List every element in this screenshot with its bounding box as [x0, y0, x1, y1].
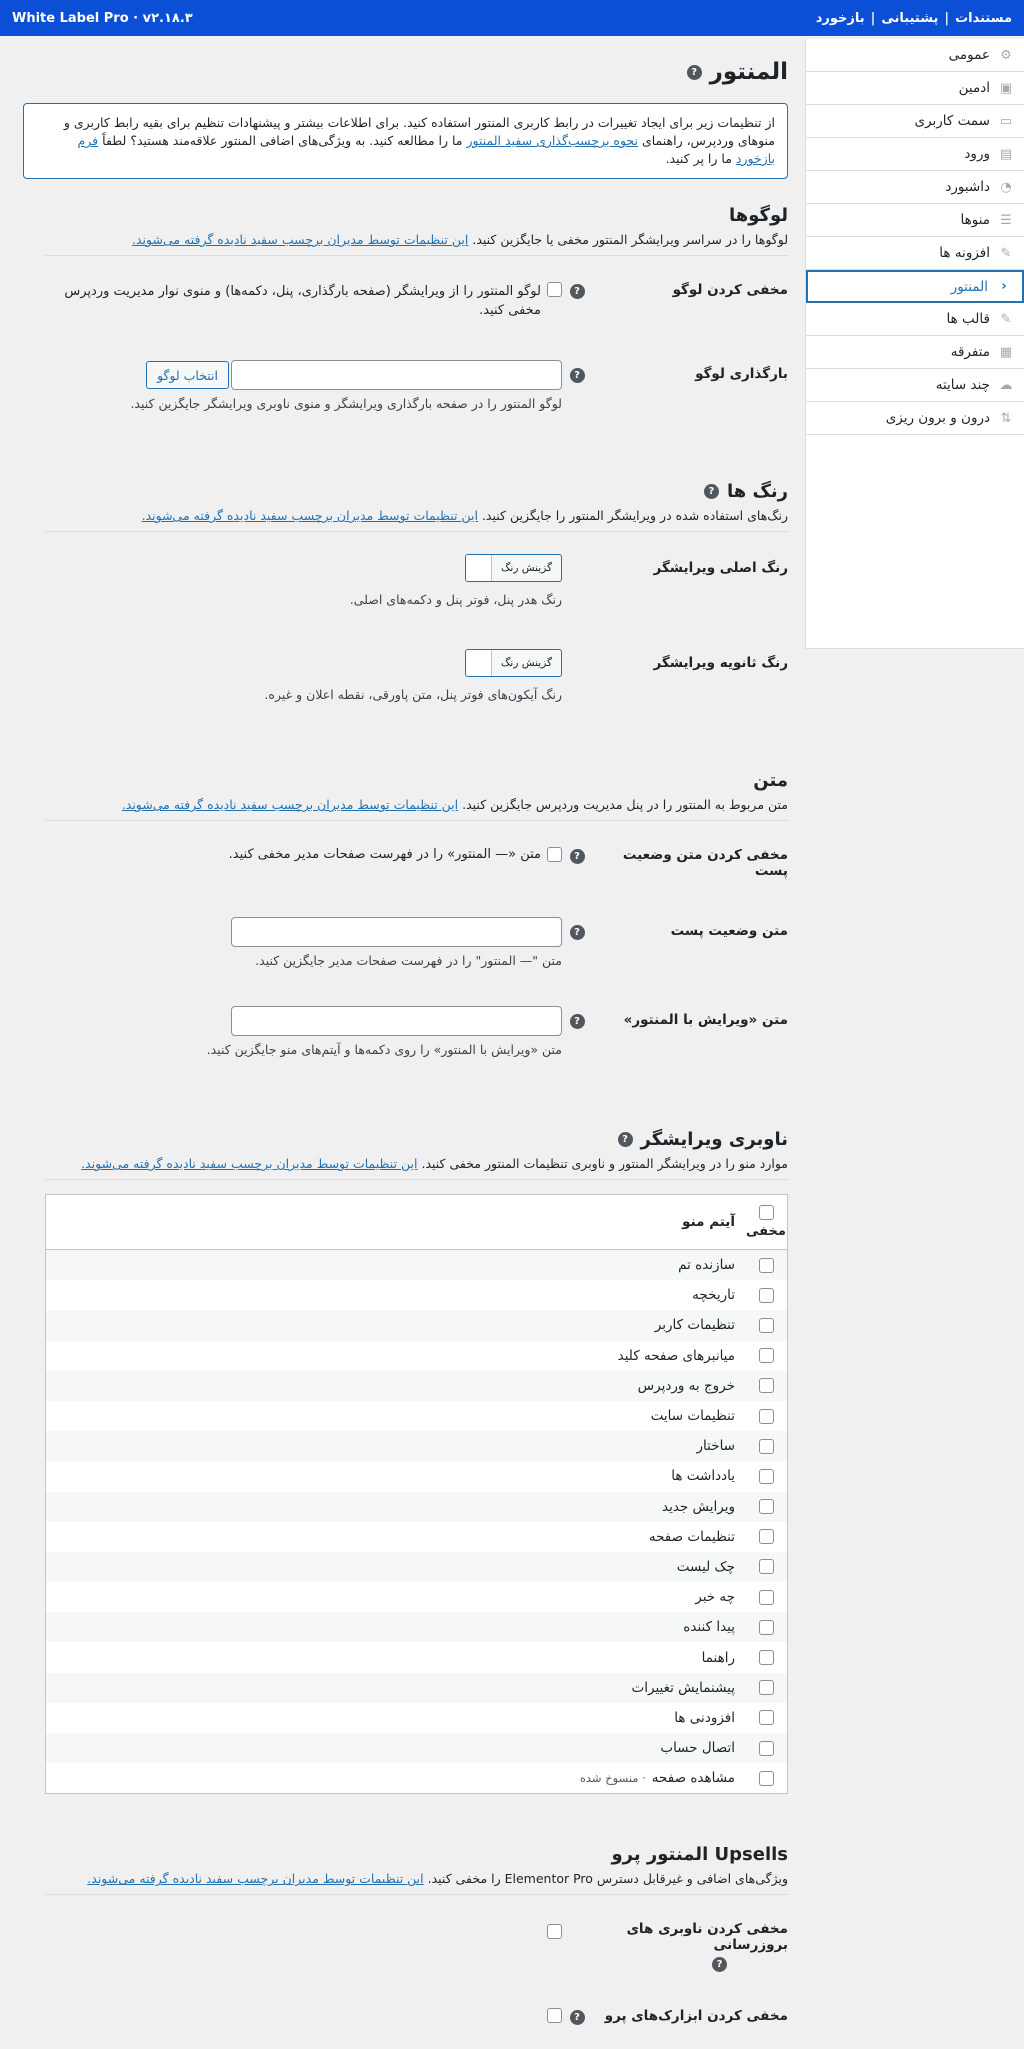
primary-color-label: رنگ اصلی ویرایشگر — [653, 560, 788, 576]
secondary-color-label: رنگ ثانویه ویرایشگر — [653, 655, 788, 671]
primary-color-row — [45, 554, 788, 607]
main-content — [23, 39, 788, 2027]
hide-upgrade-nav-checkbox[interactable] — [547, 1924, 562, 1939]
table-row — [46, 1280, 787, 1310]
section-title — [45, 481, 788, 502]
section-title — [45, 205, 788, 226]
section-desc — [45, 508, 788, 532]
upsells-title: Upsells المنتور پرو — [611, 1844, 788, 1866]
section-desc — [45, 797, 788, 821]
hide-status-checkbox[interactable] — [547, 847, 562, 862]
pick-color-label: گزینش رنگ — [491, 650, 561, 676]
edit-text-desc: متن «ویرایش با المنتور» را روی دکمه‌ها و آیتم‌های منو جایگزین کنید. — [206, 1042, 562, 1057]
hide-item-checkbox[interactable] — [759, 1348, 774, 1363]
table-row — [46, 1401, 787, 1431]
hide-item-checkbox[interactable] — [759, 1680, 774, 1695]
sidebar-item[interactable] — [806, 303, 1024, 336]
secondary-color-picker[interactable] — [465, 649, 562, 677]
table-row — [46, 1310, 787, 1340]
table-row — [46, 1612, 787, 1642]
table-body — [46, 1250, 787, 1793]
secondary-color-row — [45, 649, 788, 702]
hide-item-checkbox[interactable] — [759, 1771, 774, 1786]
hide-upgrade-nav-label: مخفی کردن ناوبری های بروزرسانی — [626, 1921, 788, 1954]
upsells-desc: ویژگی‌های اضافی و غیرقابل دسترس Elementor Pro را مخفی کنید. — [427, 1871, 788, 1887]
deprecated-note: · منسوخ شده — [579, 1771, 646, 1786]
sidebar-item-label: داشبورد — [945, 179, 990, 195]
help-icon[interactable]: ? — [570, 1014, 585, 1029]
hide-item-checkbox[interactable] — [759, 1741, 774, 1756]
sidebar-item-label: قالب ها — [946, 311, 990, 327]
hide-item-checkbox[interactable] — [759, 1590, 774, 1605]
hide-item-checkbox[interactable] — [759, 1378, 774, 1393]
table-row — [46, 1703, 787, 1733]
menu-icon: ☰ — [1000, 212, 1012, 228]
choose-logo-button[interactable]: انتخاب لوگو — [146, 361, 229, 389]
hide-status-text: متن «— المنتور» را در فهرست صفحات مدیر مخفی کنید. — [228, 847, 541, 862]
sidebar-item[interactable] — [806, 237, 1024, 270]
feedback-form-link[interactable]: فرم بازخورد — [77, 133, 775, 166]
sidebar-item[interactable] — [806, 171, 1024, 204]
sidebar-item[interactable] — [806, 402, 1024, 435]
status-text-row — [45, 917, 788, 968]
section-desc — [45, 232, 788, 256]
help-icon[interactable]: ? — [570, 2010, 585, 2025]
hide-item-checkbox[interactable] — [759, 1469, 774, 1484]
chevron-left-icon: ‹ — [1001, 279, 1007, 294]
login-icon: ▤ — [999, 146, 1013, 162]
hide-status-label: مخفی کردن متن وضعیت پست — [622, 847, 788, 879]
menu-item-label: چک لیست — [676, 1558, 735, 1575]
colors-desc: رنگ‌های استفاده شده در ویرایشگر المنتور را جایگزین کنید. — [481, 508, 788, 523]
table-row — [46, 1673, 787, 1703]
menu-item-label: ویرایش جدید — [661, 1498, 735, 1515]
hide-pro-widgets-checkbox[interactable] — [547, 2008, 562, 2023]
hide-item-checkbox[interactable] — [759, 1620, 774, 1635]
sidebar-item-label: متفرقه — [950, 344, 990, 360]
select-all-checkbox[interactable] — [759, 1205, 774, 1220]
logos-desc: لوگوها را در سراسر ویرایشگر المنتور مخفی یا جایگزین کنید. — [472, 232, 788, 247]
multisite-icon: ☁ — [999, 377, 1013, 393]
misc-icon: ▦ — [999, 344, 1013, 360]
edit-text-row — [45, 1006, 788, 1057]
hide-item-checkbox[interactable] — [759, 1559, 774, 1574]
table-row — [46, 1642, 787, 1672]
nav-title: ناوبری ویرایشگر — [640, 1129, 788, 1150]
sidebar-item[interactable] — [806, 39, 1024, 72]
table-row — [46, 1522, 787, 1552]
menu-item-label: ساختار — [696, 1438, 735, 1455]
help-icon[interactable]: ? — [704, 484, 719, 499]
nav-desc: موارد منو را در ویرایشگر المنتور و ناوبری تنظیمات المنتور مخفی کنید. — [421, 1156, 788, 1171]
menu-item-label: مشاهده صفحه — [651, 1770, 735, 1787]
secondary-color-desc: رنگ آیکون‌های فوتر پنل، متن پاورقی، نقطه اعلان و غیره. — [264, 687, 562, 702]
hide-item-checkbox[interactable] — [759, 1710, 774, 1725]
hide-status-row — [45, 847, 788, 879]
sidebar-item[interactable] — [806, 336, 1024, 369]
menu-item-label: پیدا کننده — [683, 1619, 735, 1636]
hide-pro-widgets-label: مخفی کردن ابزارک‌های پرو — [604, 2008, 788, 2025]
menu-item-label: پیشنمایش تغییرات — [631, 1679, 735, 1696]
help-icon[interactable]: ? — [687, 65, 702, 80]
upload-logo-desc: لوگو المنتور را در صفحه بارگذاری ویرایشگر و منوی ناوبری ویرایشگر جایگزین کنید. — [130, 396, 562, 411]
sidebar-item[interactable] — [806, 369, 1024, 402]
logo-url-input[interactable] — [231, 360, 562, 390]
section-desc — [45, 1156, 788, 1180]
help-icon[interactable]: ? — [618, 1132, 633, 1147]
hide-upgrade-nav-row — [45, 1921, 788, 1972]
page-heading — [23, 59, 788, 85]
logos-title: لوگوها — [728, 205, 788, 226]
menu-item-column-header: آیتم منو — [682, 1214, 735, 1230]
hide-logo-label: مخفی کردن لوگو — [672, 282, 788, 298]
primary-color-picker[interactable] — [465, 554, 562, 582]
table-row — [46, 1492, 787, 1522]
sidebar-item[interactable] — [806, 138, 1024, 171]
help-icon[interactable]: ? — [570, 368, 585, 383]
hide-item-checkbox[interactable] — [759, 1439, 774, 1454]
color-swatch — [466, 650, 491, 676]
notice-text: از تنظیمات زیر برای ایجاد تغییرات در رابط کاربری المنتور استفاده کنید. برای اطلاعات بیشتر و پیشنهادات تنظیم برای بقیه رابط کاربری و منوهای وردپرس، راهنمای — [63, 115, 775, 148]
hide-item-checkbox[interactable] — [759, 1650, 774, 1665]
text-section — [45, 770, 788, 1057]
hide-pro-widgets-row — [45, 2008, 788, 2027]
colors-section — [45, 481, 788, 702]
help-icon[interactable]: ? — [570, 849, 585, 864]
section-title — [45, 770, 788, 791]
sidebar-item-label: منوها — [960, 212, 990, 228]
hide-item-checkbox[interactable] — [759, 1409, 774, 1424]
table-row — [46, 1431, 787, 1461]
menu-item-label: یادداشت ها — [671, 1468, 735, 1485]
theme-icon: ✎ — [1000, 311, 1012, 327]
menu-item-label: چه خبر — [695, 1589, 735, 1606]
plugin-icon: ✎ — [1000, 245, 1012, 261]
gear-icon: ⚙ — [1000, 47, 1012, 63]
notice-text: ما را پر کنید. — [665, 151, 736, 166]
top-bar — [0, 0, 1024, 36]
hide-item-checkbox[interactable] — [759, 1288, 774, 1303]
status-text-label: متن وضعیت پست — [670, 923, 788, 939]
table-row — [46, 1461, 787, 1491]
override-link[interactable]: این تنظیمات توسط مدیران برچسب سفید نادیده گرفته می‌شوند. — [141, 508, 478, 523]
table-header — [46, 1195, 787, 1250]
support-link[interactable]: پشتیبانی — [881, 10, 939, 26]
docs-link[interactable]: مستندات — [955, 10, 1012, 26]
feedback-link[interactable]: بازخورد — [815, 10, 865, 26]
menu-item-label: راهنما — [701, 1649, 735, 1666]
table-row — [46, 1763, 787, 1793]
nav-section — [45, 1129, 788, 1794]
edit-text-input[interactable] — [231, 1006, 562, 1036]
menu-item-label: اتصال حساب — [660, 1740, 735, 1757]
section-title — [45, 1129, 788, 1150]
settings-sidebar — [805, 39, 1024, 649]
override-link[interactable]: این تنظیمات توسط مدیران برچسب سفید نادیده گرفته می‌شوند. — [121, 797, 459, 812]
section-desc — [45, 1871, 788, 1895]
sidebar-item[interactable] — [806, 105, 1024, 138]
status-text-input[interactable] — [231, 917, 562, 947]
menu-item-label: میانبرهای صفحه کلید — [617, 1347, 735, 1364]
menu-item-label: تنظیمات سایت — [650, 1408, 735, 1425]
help-icon[interactable]: ? — [570, 284, 585, 299]
sidebar-item-label: ورود — [964, 146, 990, 162]
page-title: المنتور — [709, 59, 788, 85]
hide-logo-checkbox[interactable] — [547, 282, 562, 297]
hide-item-checkbox[interactable] — [759, 1258, 774, 1273]
hide-item-checkbox[interactable] — [759, 1529, 774, 1544]
sidebar-item[interactable] — [806, 204, 1024, 237]
color-swatch — [466, 555, 491, 581]
table-row — [46, 1341, 787, 1371]
upsells-section — [45, 1844, 788, 2027]
table-row — [46, 1250, 787, 1280]
hide-logo-text: لوگو المنتور را از ویرایشگر (صفحه بارگذاری، پنل، دکمه‌ها) و منوی نوار مدیریت وردپرس مخفی کنید. — [64, 284, 541, 318]
override-link[interactable]: این تنظیمات توسط مدیران برچسب سفید نادیده گرفته می‌شوند. — [87, 1871, 424, 1887]
plugin-title: White Label Pro · v۲.۱۸.۳ — [12, 10, 193, 26]
menu-item-label: تنظیمات کاربر — [654, 1317, 735, 1334]
help-icon[interactable]: ? — [712, 1957, 727, 1972]
override-link[interactable]: این تنظیمات توسط مدیران برچسب سفید نادیده گرفته می‌شوند. — [81, 1156, 418, 1171]
sidebar-item-label: چند سایته — [935, 377, 990, 393]
menu-item-label: تنظیمات صفحه — [648, 1528, 735, 1545]
status-text-desc: متن "— المنتور" را در فهرست صفحات مدیر جایگزین کنید. — [255, 953, 562, 968]
table-row — [46, 1552, 787, 1582]
text-desc: متن مربوط به المنتور را در پنل مدیریت وردپرس جایگزین کنید. — [462, 797, 788, 812]
upload-logo-label: بارگذاری لوگو — [695, 366, 788, 382]
sidebar-item-label: المنتور — [950, 278, 988, 295]
hidden-column-header: مخفی — [746, 1224, 786, 1239]
sidebar-item-label: عمومی — [948, 47, 990, 63]
hide-item-checkbox[interactable] — [759, 1499, 774, 1514]
help-icon[interactable]: ? — [570, 925, 585, 940]
edit-text-label: متن «ویرایش با المنتور» — [623, 1012, 788, 1028]
frontend-icon: ▭ — [999, 113, 1013, 129]
notice-text: ما را مطالعه کنید. به ویژگی‌های اضافی المنتور علاقه‌مند هستید؟ لطفاً — [98, 133, 467, 148]
dashboard-icon: ◔ — [1000, 179, 1012, 195]
text-title: متن — [753, 770, 788, 791]
hide-logo-row — [45, 282, 788, 320]
logos-section — [45, 205, 788, 411]
sidebar-item-label: ادمین — [958, 80, 990, 96]
primary-color-desc: رنگ هدر پنل، فوتر پنل و دکمه‌های اصلی. — [349, 592, 562, 607]
admin-icon: ▣ — [999, 80, 1013, 96]
section-title — [45, 1844, 788, 1865]
upload-logo-row — [45, 360, 788, 411]
menu-item-label: افزودنی ها — [674, 1709, 735, 1726]
menu-item-label: تاریخچه — [692, 1287, 735, 1304]
pick-color-label: گزینش رنگ — [491, 555, 561, 581]
override-link[interactable]: این تنظیمات توسط مدیران برچسب سفید نادیده گرفته می‌شوند. — [132, 232, 469, 247]
table-row — [46, 1582, 787, 1612]
info-notice — [23, 103, 788, 179]
menu-item-label: خروج به وردپرس — [637, 1377, 735, 1394]
sidebar-item[interactable] — [806, 270, 1024, 303]
sidebar-item-label: افزونه ها — [939, 245, 990, 261]
table-row — [46, 1733, 787, 1763]
colors-title: رنگ ها — [726, 481, 788, 502]
sidebar-item-label: درون و برون ریزی — [885, 410, 990, 426]
import-export-icon: ⇅ — [1000, 410, 1012, 426]
sidebar-item-label: سمت کاربری — [914, 113, 990, 129]
table-row — [46, 1371, 787, 1401]
guide-link[interactable]: نحوه برچسب‌گذاری سفید المنتور — [466, 133, 638, 148]
top-links: مستندات|پشتیبانی|بازخورد — [815, 10, 1012, 26]
hide-item-checkbox[interactable] — [759, 1318, 774, 1333]
menu-items-table — [45, 1194, 788, 1794]
sidebar-item[interactable] — [806, 72, 1024, 105]
menu-item-label: سازنده تم — [678, 1257, 735, 1274]
